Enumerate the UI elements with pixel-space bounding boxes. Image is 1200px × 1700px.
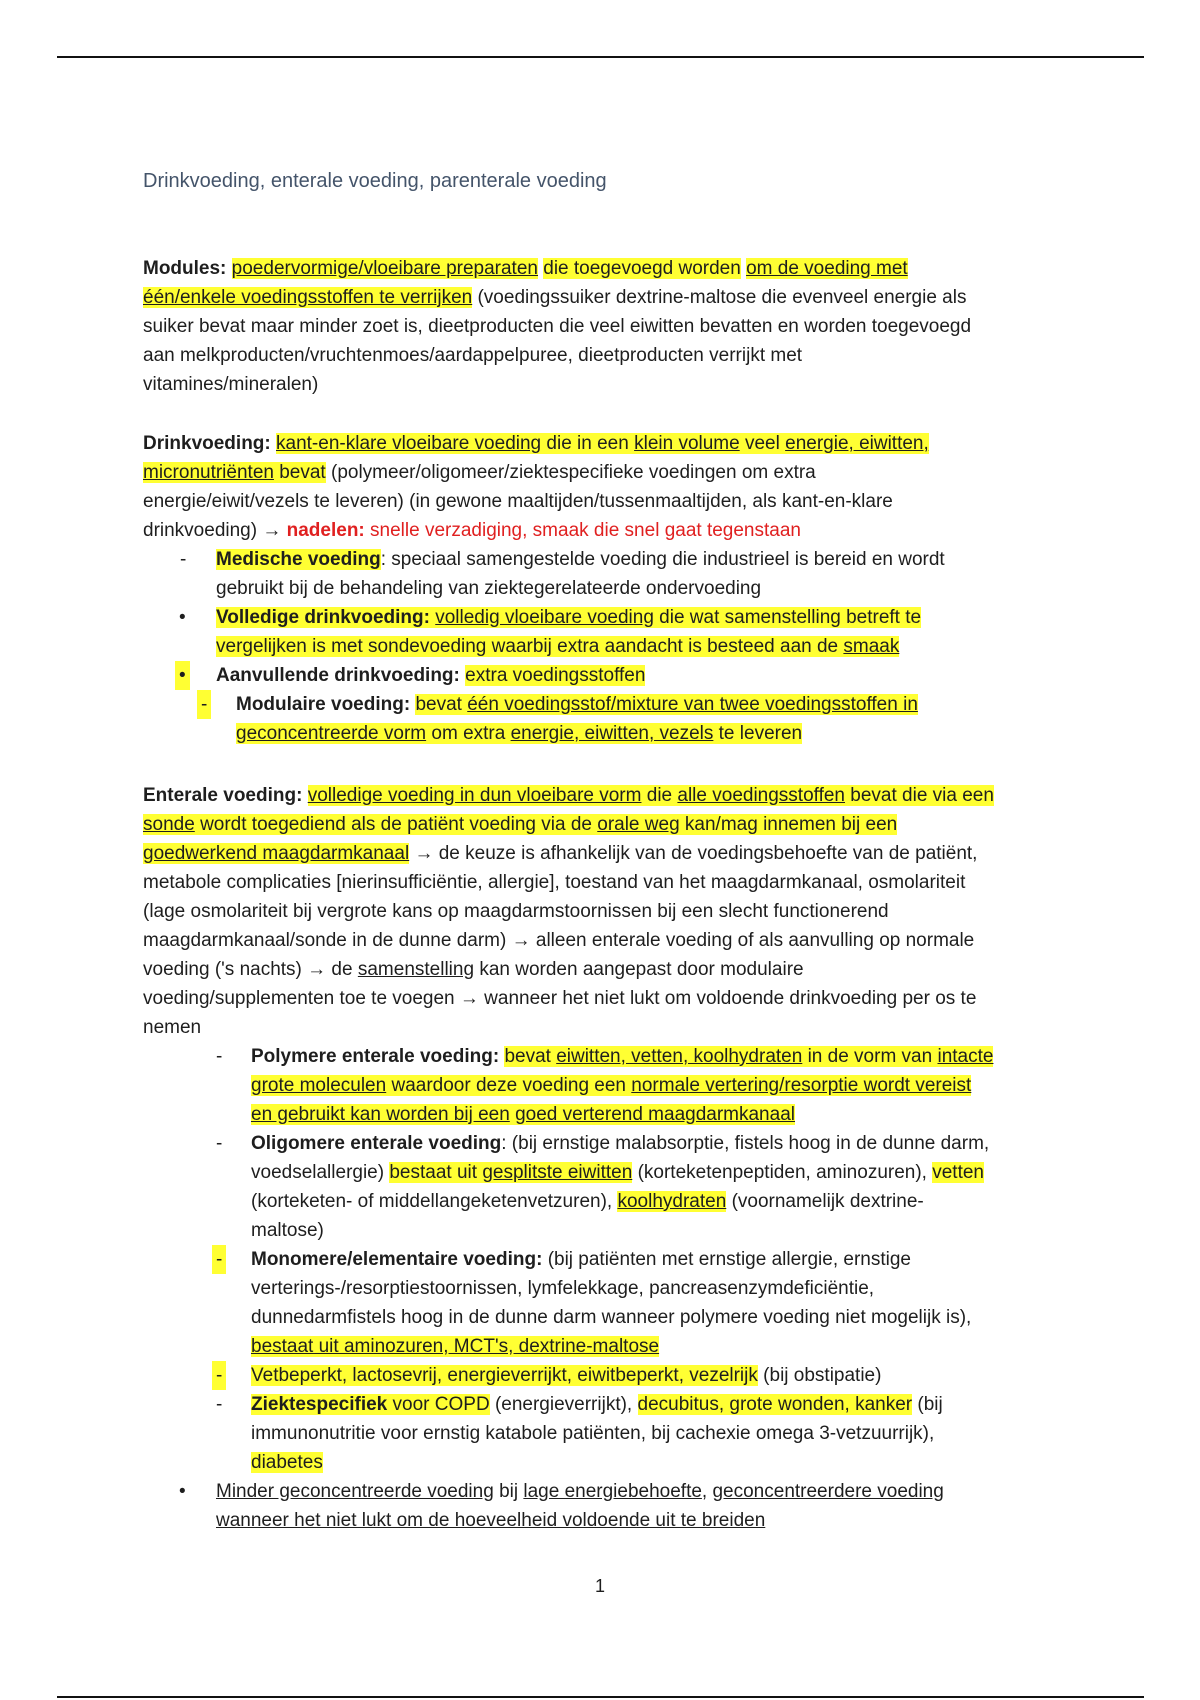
nadelen-label: nadelen: <box>286 520 365 541</box>
list-item-ziektespecifiek: Ziektespecifiek voor COPD (energieverrijkt), decubitus, grote wonden, kanker (bij immunonutritie voor ernstig katabole patiënten, bij cachexie omega 3-vetzuurrijk), diabetes <box>251 1394 943 1473</box>
list-bullet: - <box>180 549 187 570</box>
list-bullet: - <box>197 690 211 719</box>
list-item-modulaire-voeding: Modulaire voeding: bevat één voedingsstof/mixture van twee voedingsstoffen in geconcentreerde vorm om extra energie, eiwitten, vezels te leveren <box>236 694 918 744</box>
list-bullet: • <box>179 607 186 628</box>
list-item-monomere-voeding: Monomere/elementaire voeding: (bij patiënten met ernstige allergie, ernstige verterings-/resorptiestoornissen, lymfelekkage, pancreasenzymdeficiëntie, dunnedarmfistels hoog in de dunne darm wanneer polymere voeding niet mogelijk is), bestaat uit aminozuren, MCT's, dextrine-maltose <box>251 1249 972 1357</box>
list-bullet: - <box>212 1245 226 1274</box>
list-item-volledige-drinkvoeding: Volledige drinkvoeding: volledig vloeibare voeding die wat samenstelling betreft te vergelijken is met sondevoeding waarbij extra aandacht is besteed aan de smaak <box>216 607 922 657</box>
header-rule <box>57 56 1144 58</box>
enterale-voeding-label: Enterale voeding: <box>143 785 303 806</box>
list-bullet: - <box>216 1394 223 1415</box>
list-bullet: • <box>175 661 190 690</box>
modules-paragraph: Modules: poedervormige/vloeibare preparaten die toegevoegd worden om de voeding met één/enkele voedingsstoffen te verrijken (voedingssuiker dextrine-maltose die evenveel energie als suiker bevat maar minder zoet is, dieetproducten die veel eiwitten bevatten en worden toegevoegd aan melkproducten/vruchtenmoes/aardappelpuree, dieetproducten verrijkt met vitamines/mineralen) <box>143 258 972 395</box>
document-title: Drinkvoeding, enterale voeding, parenterale voeding <box>143 170 607 192</box>
list-bullet: • <box>179 1481 186 1502</box>
list-item-medische-voeding: Medische voeding: speciaal samengestelde voeding die industrieel is bereid en wordt gebruikt bij de behandeling van ziektegerelateerde ondervoeding <box>216 549 945 599</box>
list-item-oligomere-enterale-voeding: Oligomere enterale voeding: (bij ernstige malabsorptie, fistels hoog in de dunne darm, voedselallergie) bestaat uit gesplitste eiwitten (korteketenpeptiden, aminozuren), vetten (korteketen- of middellangeketenvetzuren), koolhydraten (voornamelijk dextrine- maltose) <box>251 1133 990 1241</box>
list-item-aanvullende-drinkvoeding: Aanvullende drinkvoeding: extra voedingsstoffen <box>216 665 646 686</box>
enterale-voeding-paragraph: Enterale voeding: volledige voeding in dun vloeibare vorm die alle voedingsstoffen bevat die via een sonde wordt toegediend als de patiënt voeding via de orale weg kan/mag innemen bij een goedwerkend maagdarmkanaal → de keuze is afhankelijk van de voedingsbehoefte van de patiënt, metabole complicaties [nierinsufficiëntie, allergie], toestand van het maagdarmkanaal, osmolariteit (lage osmolariteit bij vergrote kans op maagdarmstoornissen bij een slecht functionerend maagdarmkanaal/sonde in de dunne darm) → alleen enterale voeding of als aanvulling op normale voeding ('s nachts) → de samenstelling kan worden aangepast door modulaire voeding/supplementen toe te voegen → wanneer het niet lukt om voldoende drinkvoeding per os te nemen <box>143 785 994 1038</box>
list-item-polymere-enterale-voeding: Polymere enterale voeding: bevat eiwitten, vetten, koolhydraten in de vorm van intacte grote moleculen waardoor deze voeding een normale vertering/resorptie wordt vereist en gebruikt kan worden bij een goed verterend maagdarmkanaal <box>251 1046 994 1125</box>
list-item-vetbeperkt: Vetbeperkt, lactosevrij, energieverrijkt, eiwitbeperkt, vezelrijk (bij obstipatie) <box>251 1365 882 1386</box>
modules-label: Modules: <box>143 258 227 279</box>
footer-rule <box>57 1696 1144 1698</box>
drinkvoeding-paragraph: Drinkvoeding: kant-en-klare vloeibare voeding die in een klein volume veel energie, eiwitten, micronutriënten bevat (polymeer/oligomeer/ziektespecifieke voedingen om extra energie/eiwit/vezels te leveren) (in gewone maaltijden/tussenmaaltijden, als kant-en-klare drinkvoeding) → nadelen: snelle verzadiging, smaak die snel gaat tegenstaan <box>143 433 929 541</box>
list-item-minder-geconcentreerde-voeding: Minder geconcentreerde voeding bij lage energiebehoefte, geconcentreerdere voeding wanneer het niet lukt om de hoeveelheid voldoende uit te breiden <box>216 1481 944 1531</box>
list-bullet: - <box>212 1361 226 1390</box>
list-bullet: - <box>216 1133 223 1154</box>
list-bullet: - <box>216 1046 223 1067</box>
page-number: 1 <box>595 1576 606 1596</box>
drinkvoeding-label: Drinkvoeding: <box>143 433 271 454</box>
